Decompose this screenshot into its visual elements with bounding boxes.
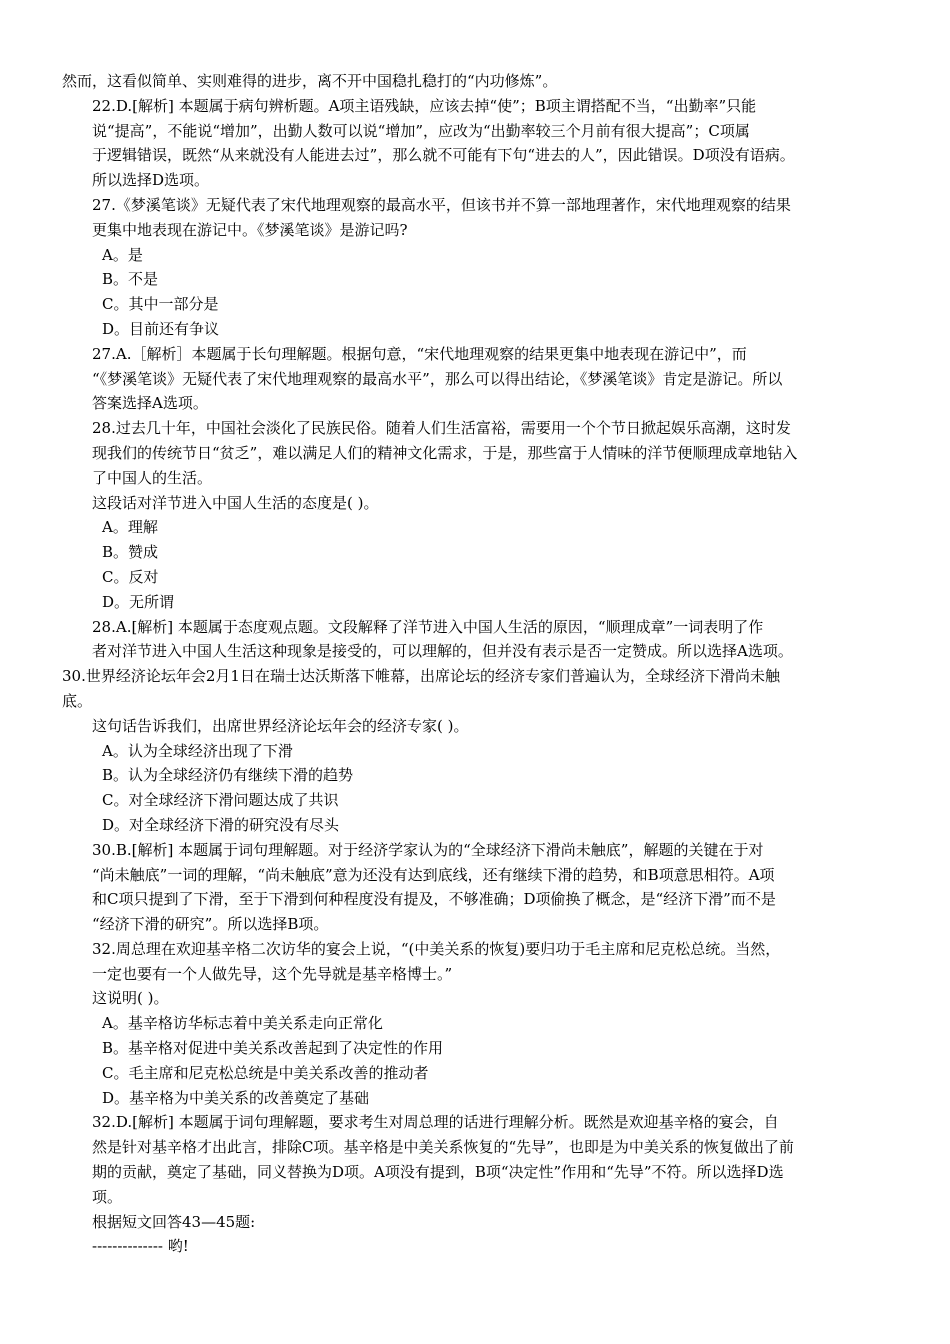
text-line: 28.A.[解析] 本题属于态度观点题。文段解释了洋节进入中国人生活的原因，“顺理成章”一词表明了作 xyxy=(92,617,764,636)
text-paragraph xyxy=(62,193,888,243)
text-line: -------------- 哟! xyxy=(92,1237,189,1256)
text-line: 了中国人的生活。 xyxy=(92,468,213,487)
answer-option xyxy=(62,243,888,268)
answer-option xyxy=(62,267,888,292)
text-line: D。目前还有争议 xyxy=(102,319,220,338)
text-line: 30.世界经济论坛年会2月1日在瑞士达沃斯落下帷幕，出席论坛的经济专家们普遍认为，全球经济下滑尚未触 xyxy=(62,667,780,686)
text-paragraph xyxy=(62,416,888,490)
text-line: 答案选择A选项。 xyxy=(92,394,208,413)
text-line: 这句话告诉我们，出席世界经济论坛年会的经济专家( )。 xyxy=(92,716,469,735)
text-line: 然而，这看似简单、实则难得的进步，离不开中国稳扎稳打的“内功修炼”。 xyxy=(62,72,558,90)
text-line: “《梦溪笔谈》无疑代表了宋代地理观察的最高水平”，那么可以得出结论，《梦溪笔谈》肯定是游记。所以 xyxy=(92,369,783,388)
text-line: C。毛主席和尼克松总统是中美关系改善的推动者 xyxy=(102,1063,429,1082)
answer-option xyxy=(62,317,888,342)
text-line: B。不是 xyxy=(102,270,159,289)
text-paragraph xyxy=(62,342,888,416)
answer-option xyxy=(62,1011,888,1036)
text-line: C。对全球经济下滑问题达成了共识 xyxy=(102,791,339,810)
text-line: 说“提高”，不能说“增加”，出勤人数可以说“增加”，应改为“出勤率较三个月前有很大提高”；C项属 xyxy=(92,121,750,140)
text-line: 所以选择D选项。 xyxy=(92,171,210,190)
text-line: 于逻辑错误，既然“从来就没有人能进去过”，那么就不可能有下句“进去的人”，因此错误。D项没有语病。 xyxy=(92,146,795,165)
text-line: C。反对 xyxy=(102,567,159,586)
text-line: 然是针对基辛格才出此言，排除C项。基辛格是中美关系恢复的“先导”，也即是为中美关系的恢复做出了前 xyxy=(92,1138,794,1157)
text-line: 底。 xyxy=(62,691,93,710)
text-line: 现我们的传统节日“贫乏”，难以满足人们的精神文化需求，于是，那些富于人情味的洋节便顺理成章地钻入 xyxy=(92,443,798,462)
text-line: 一定也要有一个人做先导，这个先导就是基辛格博士。” xyxy=(92,964,453,983)
text-line: 这说明( )。 xyxy=(92,989,169,1008)
answer-option xyxy=(62,1036,888,1061)
text-line: 和C项只提到了下滑，至于下滑到何种程度没有提及，不够准确；D项偷换了概念，是“经济下滑”而不是 xyxy=(92,890,776,909)
text-line: 者对洋节进入中国人生活这种现象是接受的，可以理解的，但并没有表示是否一定赞成。所以选择A选项。 xyxy=(92,642,793,661)
answer-option xyxy=(62,739,888,764)
text-line: B。赞成 xyxy=(102,543,159,562)
answer-option xyxy=(62,788,888,813)
answer-option xyxy=(62,515,888,540)
answer-option xyxy=(62,813,888,838)
text-line: A。基辛格访华标志着中美关系走向正常化 xyxy=(102,1014,383,1033)
text-paragraph xyxy=(62,937,888,987)
text-line: 这段话对洋节进入中国人生活的态度是( )。 xyxy=(92,493,379,512)
text-paragraph xyxy=(62,94,888,193)
text-line: D。对全球经济下滑的研究没有尽头 xyxy=(102,815,340,834)
answer-option xyxy=(62,292,888,317)
text-line: 27.《梦溪笔谈》无疑代表了宋代地理观察的最高水平，但该书并不算一部地理著作，宋代地理观察的结果 xyxy=(92,195,791,214)
answer-option xyxy=(62,540,888,565)
answer-option xyxy=(62,763,888,788)
answer-option xyxy=(62,1061,888,1086)
text-line: “尚未触底”一词的理解，“尚未触底”意为还没有达到底线，还有继续下滑的趋势，和B项意思相符。A项 xyxy=(92,865,775,884)
text-paragraph xyxy=(62,1110,888,1209)
text-line: A。认为全球经济出现了下滑 xyxy=(102,741,293,760)
text-paragraph xyxy=(62,491,888,516)
text-paragraph xyxy=(62,664,888,714)
text-line: C。其中一部分是 xyxy=(102,295,219,314)
text-line: 27.A.［解析］本题属于长句理解题。根据句意，“宋代地理观察的结果更集中地表现在游记中”，而 xyxy=(92,344,747,363)
text-line: D。基辛格为中美关系的改善奠定了基础 xyxy=(102,1088,370,1107)
answer-option xyxy=(62,1086,888,1111)
text-line: A。理解 xyxy=(102,518,158,537)
text-line: D。无所谓 xyxy=(102,592,175,611)
text-line: B。基辛格对促进中美关系改善起到了决定性的作用 xyxy=(102,1039,444,1058)
text-line: 根据短文回答43—45题: xyxy=(92,1212,256,1231)
text-line: A。是 xyxy=(102,245,143,264)
text-line: “经济下滑的研究”。所以选择B项。 xyxy=(92,915,329,934)
answer-option xyxy=(62,565,888,590)
text-line: 22.D.[解析] 本题属于病句辨析题。A项主语残缺，应该去掉“使”；B项主谓搭配不当，“出勤率”只能 xyxy=(92,96,757,115)
text-line: 项。 xyxy=(92,1187,123,1206)
text-paragraph xyxy=(62,615,888,665)
text-paragraph xyxy=(62,69,888,94)
text-paragraph xyxy=(62,1234,888,1259)
text-line: 28.过去几十年，中国社会淡化了民族民俗。随着人们生活富裕，需要用一个个节日掀起娱乐高潮，这时发 xyxy=(92,419,791,438)
text-line: B。认为全球经济仍有继续下滑的趋势 xyxy=(102,766,354,785)
text-line: 更集中地表现在游记中。《梦溪笔谈》是游记吗? xyxy=(92,220,408,239)
text-paragraph xyxy=(62,714,888,739)
text-line: 32.D.[解析] 本题属于词句理解题，要求考生对周总理的话进行理解分析。既然是欢迎基辛格的宴会，自 xyxy=(92,1113,779,1132)
answer-option xyxy=(62,590,888,615)
text-line: 32.周总理在欢迎基辛格二次访华的宴会上说，“(中美关系的恢复)要归功于毛主席和尼克松总统。当然， xyxy=(92,939,781,958)
text-line: 30.B.[解析] 本题属于词句理解题。对于经济学家认为的“全球经济下滑尚未触底”，解题的关键在于对 xyxy=(92,840,764,859)
text-paragraph xyxy=(62,838,888,937)
text-line: 期的贡献，奠定了基础，同义替换为D项。A项没有提到，B项“决定性”作用和“先导”不符。所以选择D选 xyxy=(92,1163,784,1182)
document-page xyxy=(62,69,888,1259)
text-paragraph xyxy=(62,1210,888,1235)
text-paragraph xyxy=(62,986,888,1011)
